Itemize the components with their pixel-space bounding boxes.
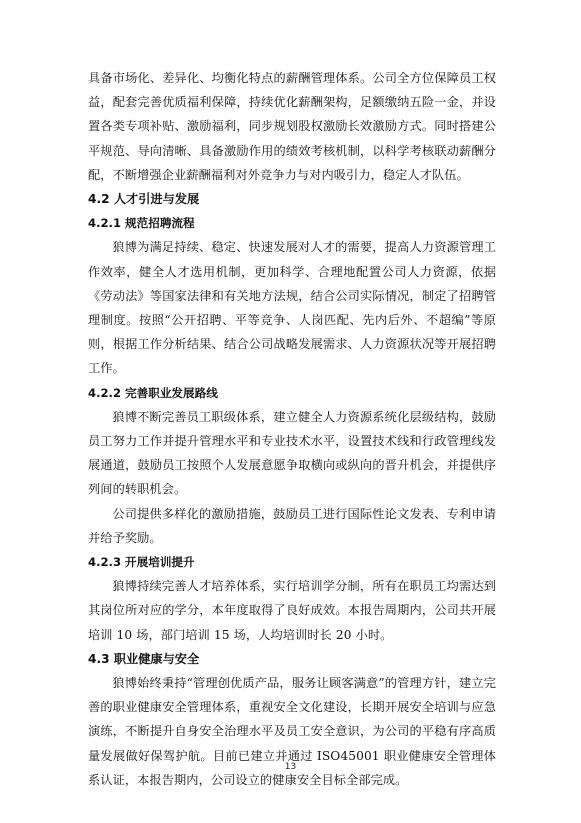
paragraph-training: 狼博持续完善人才培养体系，实行培训学分制，所有在职员工均需达到其岗位所对应的学分，本年度取得了良好成效。本报告周期内，公司共开展培训 10 场，部门培训 15 场，人均培训时长 20 小时。 bbox=[88, 579, 496, 642]
heading-training: 4.2.3 开展培训提升 bbox=[88, 555, 195, 570]
heading-talent-introduction-development: 4.2 人才引进与发展 bbox=[88, 192, 200, 207]
heading-occupational-health-safety: 4.3 职业健康与安全 bbox=[88, 651, 200, 666]
paragraph-recruitment: 狼博为满足持续、稳定、快速发展对人才的需要，提高人力资源管理工作效率，健全人才选用机制，更加科学、合理地配置公司人力资源，依据《劳动法》等国家法律和有关地方法规，结合公司实际情况，制定了招聘管理制度。按照“公开招聘、平等竞争、人岗匹配、先内后外、不超编”等原则，根据工作分析结果、结合公司战略发展需求、人力资源状况等开展招聘工作。 bbox=[88, 240, 496, 376]
paragraph-compensation: 具备市场化、差异化、均衡化特点的薪酬管理体系。公司全方位保障员工权益，配套完善优质福利保障，持续优化薪酬架构，足额缴纳五险一金，并设置各类专项补贴、激励福利，同步规划股权激励长效激励方式。同时搭建公平规范、导向清晰、具备激励作用的绩效考核机制，以科学考核联动薪酬分配，不断增强企业薪酬福利对外竞争力与对内吸引力，稳定人才队伍。 bbox=[88, 71, 496, 182]
paragraph-career-path: 狼博不断完善员工职级体系，建立健全人力资源系统化层级结构，鼓励员工努力工作并提升管理水平和专业技术水平，设置技术线和行政管理线发展通道，鼓励员工按照个人发展意愿争取横向或纵向的晋升机会，并提供序列间的转职机会。 bbox=[88, 409, 496, 497]
page-number: 13 bbox=[284, 762, 297, 772]
paragraph-health-safety: 狼博始终秉持“管理创优质产品，服务让顾客满意”的管理方针，建立完善的职业健康安全管理体系，重视安全文化建设，长期开展安全培训与应急演练，不断提升自身安全治理水平及员工安全意识，为公司的平稳有序高质量发展做好保驾护航。目前已建立并通过 ISO45001 职业健康安全管理体系认证，本报告期内，公司设立的健康安全目标全部完成。 bbox=[88, 676, 496, 787]
heading-career-path: 4.2.2 完善职业发展路线 bbox=[88, 385, 218, 400]
paragraph-incentives: 公司提供多样化的激励措施，鼓励员工进行国际性论文发表、专利申请并给予奖励。 bbox=[88, 506, 496, 545]
heading-standardize-recruitment: 4.2.1 规范招聘流程 bbox=[88, 216, 195, 231]
page-content bbox=[88, 66, 496, 792]
